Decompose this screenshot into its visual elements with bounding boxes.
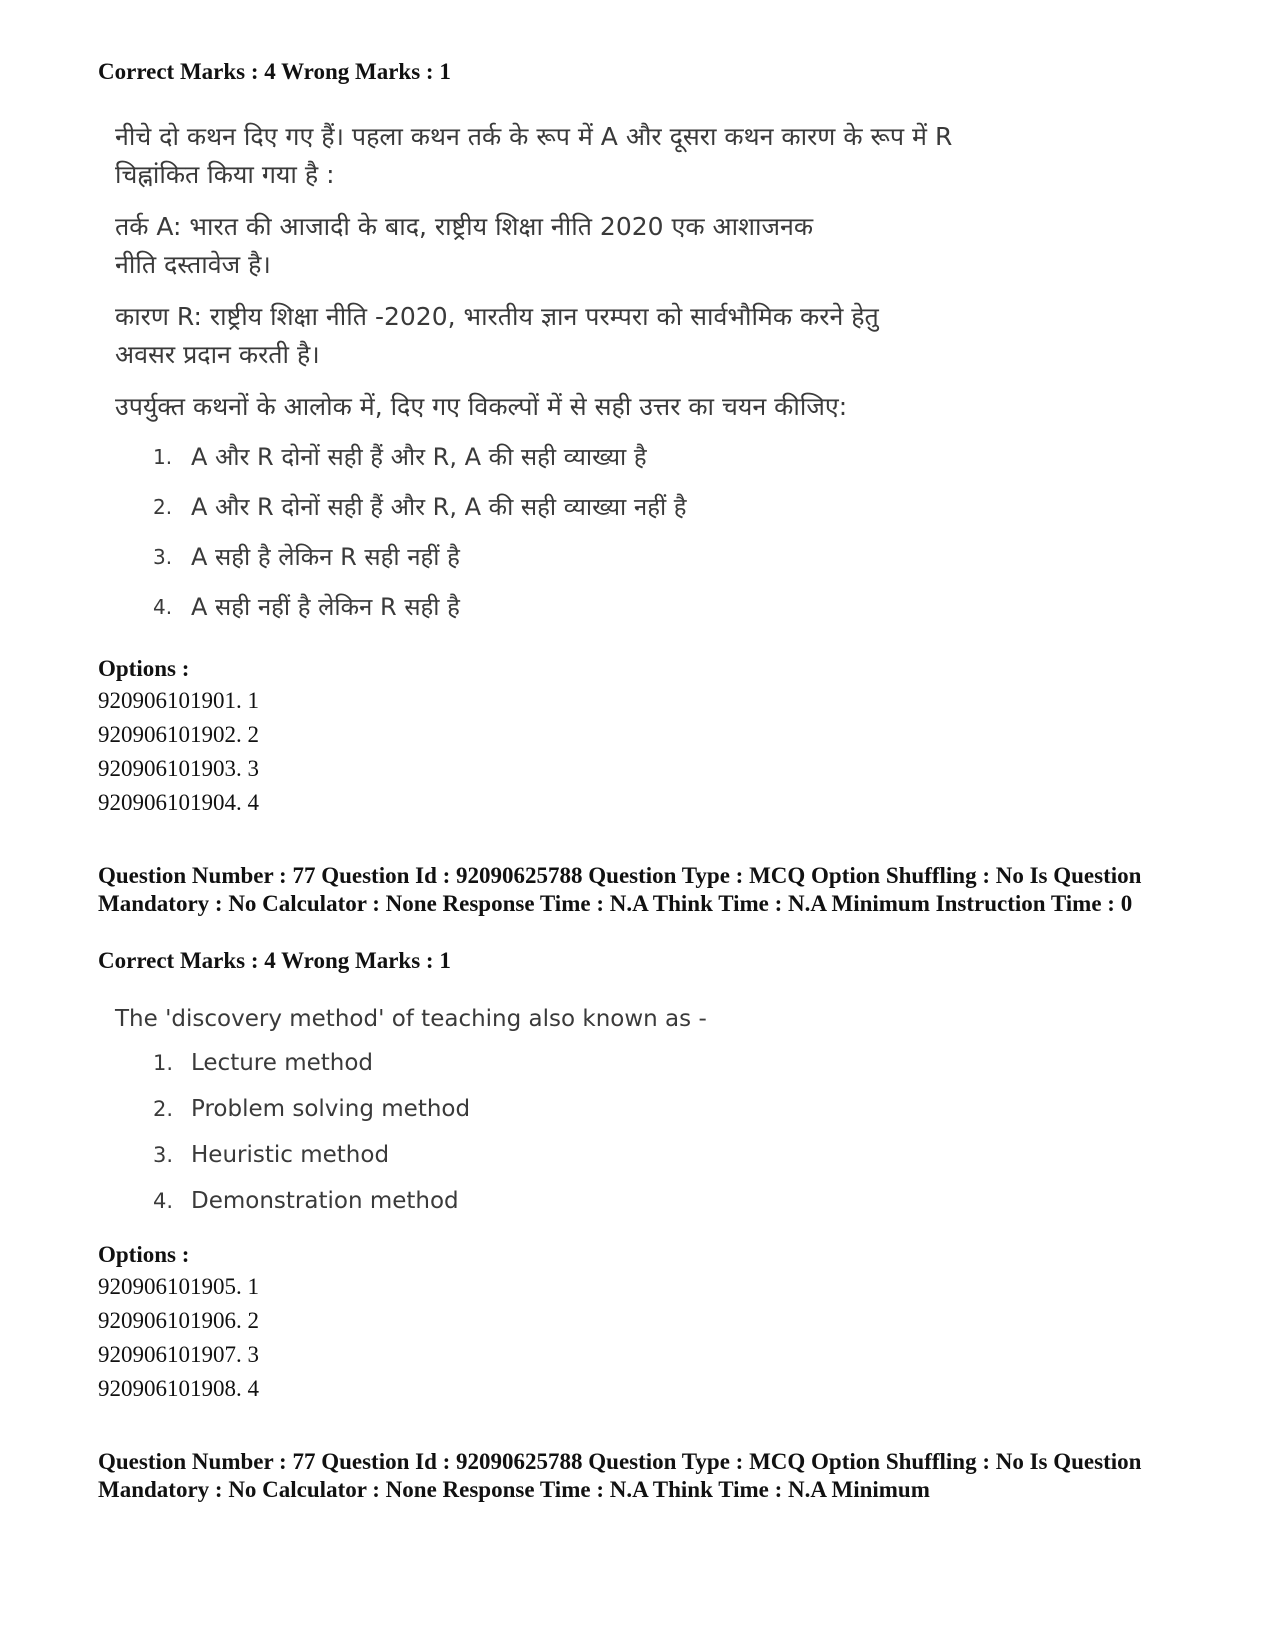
choice-item [153, 590, 965, 624]
choice-text: A सही है लेकिन R सही नहीं है [191, 543, 460, 571]
choice-item [153, 1094, 707, 1124]
choice-item [153, 1048, 707, 1078]
choice-number: 3. [153, 545, 173, 569]
options-list [98, 1270, 259, 1406]
option-item: 920906101908. 4 [98, 1376, 259, 1401]
marks-line: Correct Marks : 4 Wrong Marks : 1 [98, 59, 451, 84]
choice-item [153, 1140, 707, 1170]
choice-text: Heuristic method [191, 1142, 390, 1168]
option-item: 920906101902. 2 [98, 722, 259, 747]
choice-text: Lecture method [191, 1050, 374, 1076]
choice-item [153, 440, 965, 474]
option-item: 920906101904. 4 [98, 790, 259, 815]
choice-number: 2. [153, 495, 173, 519]
english-question-image [115, 1004, 707, 1232]
question-meta: Question Number : 77 Question Id : 92090625788 Question Type : MCQ Option Shuffling : No Is Question Mandatory : No Calculator : None Response Time : N.A Think Time : N.A Minimum [98, 1449, 1142, 1502]
choice-text: A और R दोनों सही हैं और R, A की सही व्याख्या नहीं है [191, 493, 687, 521]
choice-number: 1. [153, 445, 173, 469]
reason-statement: कारण R: राष्ट्रीय शिक्षा नीति -2020, भारतीय ज्ञान परम्परा को सार्वभौमिक करने हेतु अवसर प्रदान करती है। [115, 302, 879, 369]
choice-text: Problem solving method [191, 1096, 471, 1122]
option-item: 920906101905. 1 [98, 1274, 259, 1299]
options-heading: Options : [98, 656, 190, 681]
question-instruction: उपर्युक्त कथनों के आलोक में, दिए गए विकल्पों में से सही उत्तर का चयन कीजिए: [115, 392, 848, 421]
choice-number: 4. [153, 595, 173, 619]
options-list [98, 684, 259, 820]
options-heading: Options : [98, 1242, 190, 1267]
question-meta: Question Number : 77 Question Id : 92090625788 Question Type : MCQ Option Shuffling : No Is Question Mandatory : No Calculator : None Response Time : N.A Think Time : N.A Minimum Instruction Time : 0 [98, 863, 1142, 916]
question-stem: The 'discovery method' of teaching also known as - [115, 1006, 707, 1032]
choice-text: A और R दोनों सही हैं और R, A की सही व्याख्या है [191, 443, 647, 471]
choice-number: 3. [153, 1143, 174, 1167]
assertion-statement: तर्क A: भारत की आजादी के बाद, राष्ट्रीय शिक्षा नीति 2020 एक आशाजनक नीति दस्तावेज है। [115, 212, 814, 279]
option-item: 920906101903. 3 [98, 756, 259, 781]
choice-number: 4. [153, 1189, 174, 1213]
question-intro: नीचे दो कथन दिए गए हैं। पहला कथन तर्क के रूप में A और दूसरा कथन कारण के रूप में R चिह्नांकित किया गया है : [115, 122, 953, 189]
choice-item [153, 490, 965, 524]
option-item: 920906101901. 1 [98, 688, 259, 713]
choice-number: 1. [153, 1051, 174, 1075]
marks-line: Correct Marks : 4 Wrong Marks : 1 [98, 948, 451, 973]
choice-text: A सही नहीं है लेकिन R सही है [191, 593, 460, 621]
choice-text: Demonstration method [191, 1188, 459, 1214]
choice-item [153, 540, 965, 574]
choice-number: 2. [153, 1097, 174, 1121]
option-item: 920906101907. 3 [98, 1342, 259, 1367]
choice-item [153, 1186, 707, 1216]
choice-list [153, 440, 965, 624]
hindi-question-image [115, 118, 965, 624]
choice-list [153, 1048, 707, 1216]
option-item: 920906101906. 2 [98, 1308, 259, 1333]
